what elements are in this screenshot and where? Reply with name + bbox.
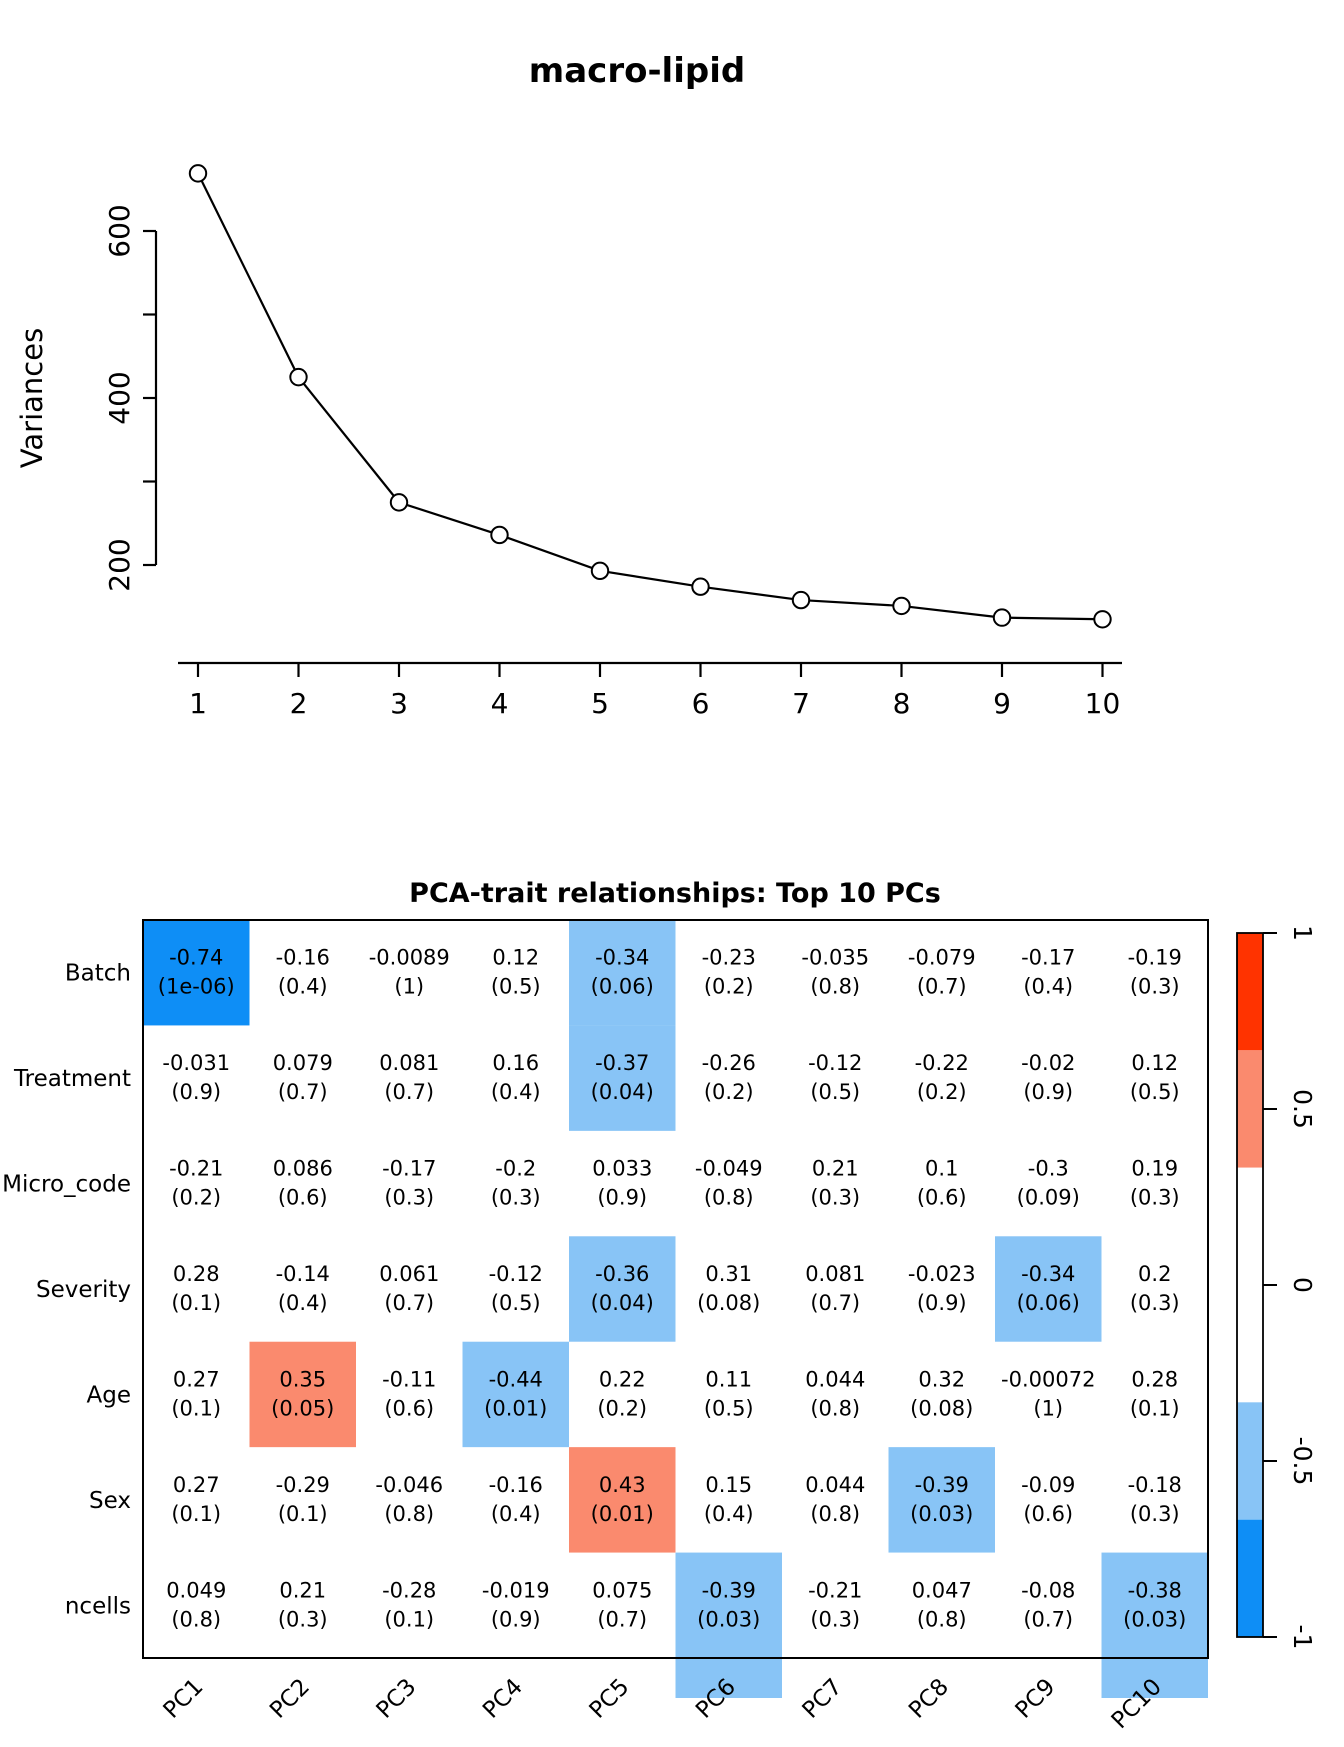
heatmap-cell-value: -0.16 — [488, 1472, 543, 1497]
heatmap-row-label: Age — [86, 1382, 131, 1409]
scree-y-tick-label: 200 — [103, 538, 136, 592]
scree-x-tick-label: 4 — [490, 687, 509, 720]
heatmap-cell-pvalue: (0.7) — [597, 1607, 648, 1632]
heatmap-cell-value: -0.39 — [701, 1578, 756, 1603]
heatmap-cell-value: 0.28 — [1131, 1367, 1179, 1392]
scree-x-tick-label: 2 — [289, 687, 308, 720]
heatmap-cell-pvalue: (0.3) — [810, 1607, 861, 1632]
scree-plot — [103, 165, 1122, 720]
scree-x-tick-label: 8 — [892, 687, 911, 720]
heatmap-cell-value: -0.0089 — [368, 945, 450, 970]
scree-x-tick-label: 9 — [993, 687, 1011, 720]
scree-x-tick-label: 1 — [189, 687, 207, 720]
heatmap-cell-fill — [569, 920, 676, 1025]
heatmap-cell-pvalue: (0.4) — [703, 1501, 754, 1526]
heatmap-cell-value: -0.3 — [1027, 1156, 1069, 1181]
scree-x-tick-label: 10 — [1084, 687, 1121, 720]
heatmap-col-label: PC10 — [1106, 1673, 1167, 1735]
heatmap-cell-pvalue: (0.6) — [916, 1185, 967, 1210]
heatmap-cell-pvalue: (0.06) — [590, 974, 654, 999]
heatmap-cell-value: -0.046 — [375, 1472, 444, 1497]
heatmap-cell-value: -0.28 — [382, 1578, 437, 1603]
heatmap-cell-pvalue: (0.01) — [590, 1501, 654, 1526]
heatmap-cell-pvalue: (0.9) — [1023, 1080, 1074, 1105]
heatmap-cell-fill — [463, 1342, 570, 1447]
heatmap-title: PCA-trait relationships: Top 10 PCs — [409, 878, 941, 909]
heatmap-cell-pvalue: (0.2) — [916, 1080, 967, 1105]
heatmap-cell-fill — [995, 1236, 1102, 1341]
heatmap-cell-pvalue: (0.04) — [590, 1291, 654, 1315]
heatmap-cell-value: -0.079 — [907, 945, 976, 970]
heatmap-cell-value: -0.12 — [488, 1262, 543, 1286]
heatmap-cell-pvalue: (0.3) — [1129, 1501, 1180, 1526]
heatmap-cell-value: -0.09 — [1021, 1472, 1076, 1497]
heatmap-cell-pvalue: (0.8) — [703, 1185, 754, 1210]
heatmap-cell-value: 0.35 — [279, 1367, 327, 1392]
heatmap-cell-pvalue: (0.6) — [1023, 1501, 1074, 1526]
heatmap-cell-pvalue: (0.06) — [1016, 1291, 1080, 1315]
scree-x-tick-label: 5 — [591, 687, 609, 720]
heatmap-cell-pvalue: (0.8) — [916, 1607, 967, 1632]
colorbar-segment — [1237, 1168, 1263, 1403]
heatmap-cell-pvalue: (0.3) — [1129, 974, 1180, 999]
heatmap-cell-pvalue: (0.9) — [597, 1185, 648, 1210]
heatmap-cell-value: -0.11 — [382, 1367, 437, 1392]
heatmap-cell-fill — [250, 1342, 357, 1447]
heatmap-cell-pvalue: (0.04) — [590, 1080, 654, 1105]
heatmap-cell-value: 0.21 — [279, 1578, 327, 1603]
scree-x-tick-label: 7 — [792, 687, 810, 720]
colorbar-tick-label: -1 — [1288, 1624, 1317, 1650]
scree-data-point — [994, 609, 1010, 625]
heatmap-row-label: Severity — [36, 1277, 131, 1303]
heatmap-cell-value: 0.28 — [172, 1262, 220, 1286]
heatmap-cell-pvalue: (0.1) — [384, 1607, 435, 1632]
heatmap-cell-value: -0.12 — [808, 1051, 863, 1076]
heatmap-cell-value: 0.11 — [705, 1367, 753, 1392]
scree-data-point — [491, 527, 507, 543]
heatmap-cell-pvalue: (1) — [1033, 1396, 1064, 1421]
heatmap-cell-value: -0.17 — [382, 1156, 437, 1181]
heatmap-cell-value: 0.081 — [379, 1051, 440, 1076]
heatmap-cell-pvalue: (0.8) — [171, 1607, 222, 1632]
heatmap-cell-pvalue: (0.9) — [171, 1080, 222, 1105]
heatmap-cell-pvalue: (0.2) — [171, 1185, 222, 1210]
heatmap-cell-pvalue: (0.1) — [171, 1501, 222, 1526]
heatmap-cell-value: -0.031 — [162, 1051, 231, 1076]
heatmap-cell-fill — [569, 1025, 676, 1130]
heatmap-cell-value: 0.075 — [592, 1578, 653, 1603]
colorbar-tick-label: -0.5 — [1288, 1436, 1317, 1486]
heatmap-cell-pvalue: (0.7) — [384, 1080, 435, 1105]
heatmap-cell-value: 0.32 — [918, 1367, 966, 1392]
heatmap-col-label: PC2 — [265, 1673, 315, 1724]
heatmap-col-label: PC4 — [478, 1673, 528, 1724]
heatmap-cell-value: 0.12 — [492, 945, 540, 970]
heatmap-cell-value: -0.21 — [808, 1578, 863, 1603]
heatmap-row-label: Batch — [64, 960, 131, 987]
heatmap-cell-pvalue: (0.3) — [810, 1185, 861, 1210]
heatmap-cell-pvalue: (0.08) — [697, 1291, 761, 1315]
heatmap-cell-pvalue: (0.2) — [703, 1080, 754, 1105]
heatmap-cell-value: 0.033 — [592, 1156, 653, 1181]
colorbar-tick-label: 1 — [1288, 925, 1317, 941]
heatmap-cell-pvalue: (0.3) — [490, 1185, 541, 1210]
scree-x-tick-label: 6 — [691, 687, 710, 720]
heatmap-cell-value: 0.16 — [492, 1051, 540, 1076]
heatmap-cell-value: -0.21 — [169, 1156, 224, 1181]
scree-data-point — [1094, 611, 1110, 627]
heatmap-cell-value: 0.43 — [598, 1472, 646, 1497]
heatmap-cell-fill — [569, 1236, 676, 1341]
heatmap-col-label: PC3 — [371, 1673, 422, 1724]
heatmap-cell-pvalue: (0.03) — [1123, 1607, 1187, 1632]
heatmap-col-label: PC6 — [691, 1673, 741, 1724]
heatmap-col-label: PC9 — [1010, 1673, 1061, 1724]
heatmap-cell-value: -0.37 — [595, 1051, 650, 1076]
heatmap-cell-value: -0.34 — [595, 945, 650, 970]
heatmap-cell-value: 0.044 — [805, 1367, 866, 1392]
scree-y-tick-label: 600 — [103, 204, 136, 258]
heatmap-cell-pvalue: (0.3) — [277, 1607, 328, 1632]
scree-data-point — [190, 165, 206, 181]
heatmap-row-label: Micro_code — [2, 1171, 131, 1198]
scree-data-point — [391, 494, 407, 510]
heatmap-cell-value: 0.22 — [598, 1367, 646, 1392]
heatmap-cell-value: -0.74 — [169, 945, 224, 970]
colorbar-tick-label: 0 — [1288, 1277, 1317, 1293]
heatmap-cell-pvalue: (0.03) — [697, 1607, 761, 1632]
heatmap-cell-value: -0.18 — [1127, 1472, 1182, 1497]
heatmap-cell-pvalue: (0.03) — [910, 1501, 974, 1526]
heatmap-cell-pvalue: (0.8) — [810, 1396, 861, 1421]
heatmap-cell-pvalue: (1) — [394, 974, 425, 999]
heatmap-cell-pvalue: (0.1) — [1129, 1396, 1180, 1421]
heatmap-cell-value: 0.15 — [705, 1472, 753, 1497]
colorbar-segment — [1237, 1050, 1263, 1167]
heatmap-cell-value: 0.047 — [911, 1578, 972, 1603]
heatmap-cell-pvalue: (0.8) — [810, 1501, 861, 1526]
heatmap-cell-value: -0.17 — [1021, 945, 1076, 970]
heatmap-cell-value: -0.16 — [275, 945, 330, 970]
heatmap-cell-value: -0.2 — [495, 1156, 537, 1181]
heatmap-cell-value: -0.22 — [914, 1051, 969, 1076]
heatmap-cell-value: 0.049 — [166, 1578, 227, 1603]
heatmap-cell-value: -0.08 — [1021, 1578, 1076, 1603]
heatmap-cell-value: 0.061 — [379, 1262, 440, 1286]
heatmap-cell-value: 0.21 — [811, 1156, 859, 1181]
scree-y-tick-label: 400 — [103, 371, 136, 425]
heatmap-cell-pvalue: (0.5) — [490, 1291, 541, 1315]
heatmap-cell-pvalue: (0.09) — [1016, 1185, 1080, 1210]
heatmap-cell-value: -0.02 — [1021, 1051, 1076, 1076]
heatmap-cell-value: 0.044 — [805, 1472, 866, 1497]
heatmap-cell-fill — [889, 1447, 996, 1552]
scree-data-point — [893, 598, 909, 614]
heatmap-cell-pvalue: (0.7) — [277, 1080, 328, 1105]
heatmap-cell-value: -0.049 — [694, 1156, 763, 1181]
heatmap-col-label: PC1 — [158, 1673, 209, 1724]
heatmap-cell-pvalue: (0.4) — [1023, 974, 1074, 999]
heatmap-cell-pvalue: (0.1) — [171, 1291, 222, 1315]
correlation-colorbar — [1237, 925, 1317, 1649]
heatmap-cell-value: -0.34 — [1021, 1262, 1076, 1286]
heatmap-cell-value: 0.1 — [925, 1156, 959, 1181]
heatmap-cell-value: -0.38 — [1127, 1578, 1182, 1603]
heatmap-cell-value: 0.31 — [705, 1262, 753, 1286]
heatmap-cell-pvalue: (0.4) — [277, 974, 328, 999]
heatmap-cell-pvalue: (0.5) — [810, 1080, 861, 1105]
heatmap-cell-value: -0.26 — [701, 1051, 756, 1076]
heatmap-cell-value: -0.023 — [907, 1262, 976, 1286]
heatmap-cell-pvalue: (0.6) — [277, 1185, 328, 1210]
heatmap-cell-value: -0.36 — [595, 1262, 650, 1286]
heatmap-cell-pvalue: (0.3) — [384, 1185, 435, 1210]
heatmap-cell-pvalue: (0.9) — [490, 1607, 541, 1632]
heatmap-cell-pvalue: (0.9) — [916, 1291, 967, 1315]
heatmap-cell-pvalue: (0.4) — [277, 1291, 328, 1315]
scree-line — [198, 173, 1103, 619]
heatmap-cell-value: -0.14 — [275, 1262, 330, 1286]
heatmap-cell-fill — [569, 1447, 676, 1552]
scree-y-axis-label: Variances — [15, 327, 49, 469]
heatmap-cell-value: -0.39 — [914, 1472, 969, 1497]
heatmap-cell-pvalue: (0.8) — [810, 974, 861, 999]
heatmap-cell-value: -0.44 — [488, 1367, 543, 1392]
heatmap-cell-pvalue: (0.1) — [277, 1501, 328, 1526]
heatmap-cell-value: -0.035 — [801, 945, 870, 970]
heatmap-col-label: PC5 — [584, 1673, 635, 1724]
scree-data-point — [692, 579, 708, 595]
colorbar-segment — [1237, 1402, 1263, 1519]
heatmap-cell-pvalue: (0.7) — [810, 1291, 861, 1315]
heatmap-cell-pvalue: (1e-06) — [157, 974, 235, 999]
colorbar-segment — [1237, 933, 1263, 1050]
heatmap-cell-value: 0.2 — [1138, 1262, 1172, 1286]
heatmap-cell-pvalue: (0.3) — [1129, 1185, 1180, 1210]
heatmap-row-label: Sex — [89, 1487, 131, 1514]
heatmap-cell-pvalue: (0.05) — [271, 1396, 335, 1421]
heatmap-cell-pvalue: (0.4) — [490, 1080, 541, 1105]
heatmap-cell-pvalue: (0.5) — [490, 974, 541, 999]
heatmap-cell-pvalue: (0.2) — [703, 974, 754, 999]
heatmap-cell-value: 0.12 — [1131, 1051, 1179, 1076]
heatmap-cell-pvalue: (0.5) — [703, 1396, 754, 1421]
heatmap-cell-pvalue: (0.8) — [384, 1501, 435, 1526]
heatmap-cell-pvalue: (0.08) — [910, 1396, 974, 1421]
heatmap-cell-value: 0.27 — [172, 1472, 220, 1497]
scree-data-point — [793, 592, 809, 608]
colorbar-segment — [1237, 1520, 1263, 1637]
heatmap-cell-value: -0.29 — [275, 1472, 330, 1497]
heatmap-cell-value: 0.081 — [805, 1262, 866, 1286]
heatmap-cell-pvalue: (0.7) — [916, 974, 967, 999]
heatmap-row-label: Treatment — [13, 1066, 131, 1093]
heatmap-cell-value: 0.27 — [172, 1367, 220, 1392]
heatmap-cell-value: -0.00072 — [1001, 1367, 1096, 1392]
heatmap-cell-value: -0.019 — [481, 1578, 550, 1603]
heatmap-cell-pvalue: (0.7) — [1023, 1607, 1074, 1632]
heatmap-cell-value: 0.086 — [272, 1156, 333, 1181]
heatmap-col-label: PC8 — [904, 1673, 954, 1724]
heatmap-cell-pvalue: (0.2) — [597, 1396, 648, 1421]
heatmap-cell-pvalue: (0.5) — [1129, 1080, 1180, 1105]
heatmap-cell-pvalue: (0.4) — [490, 1501, 541, 1526]
heatmap-row-label: ncells — [64, 1593, 131, 1620]
heatmap-cell-pvalue: (0.6) — [384, 1396, 435, 1421]
scree-title: macro-lipid — [528, 51, 746, 91]
scree-data-point — [290, 369, 306, 385]
heatmap-cell-pvalue: (0.3) — [1129, 1291, 1180, 1315]
heatmap-cell-value: 0.19 — [1131, 1156, 1179, 1181]
heatmap-cell-pvalue: (0.01) — [484, 1396, 548, 1421]
heatmap-col-label: PC7 — [797, 1673, 848, 1724]
heatmap-cell-value: -0.19 — [1127, 945, 1182, 970]
heatmap-cell-value: -0.23 — [701, 945, 756, 970]
heatmap-cell-fill — [143, 920, 250, 1025]
scree-data-point — [592, 563, 608, 579]
heatmap-cell-pvalue: (0.1) — [171, 1396, 222, 1421]
colorbar-tick-label: 0.5 — [1288, 1089, 1317, 1129]
heatmap-cell-pvalue: (0.7) — [384, 1291, 435, 1315]
scree-x-tick-label: 3 — [390, 687, 408, 720]
heatmap-cell-value: 0.079 — [272, 1051, 333, 1076]
pca-trait-heatmap — [2, 920, 1208, 1734]
